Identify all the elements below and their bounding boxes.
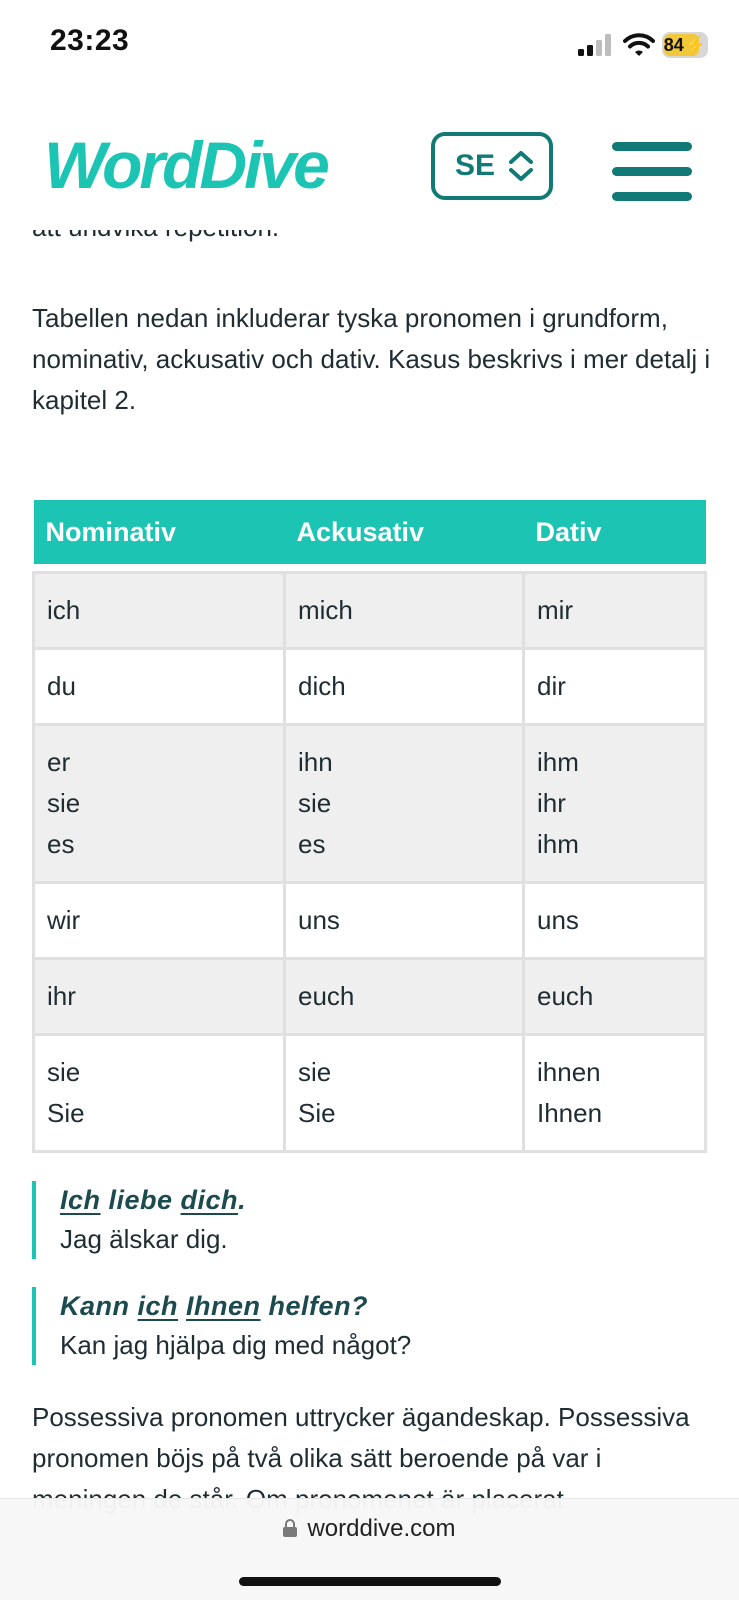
table-cell: mir bbox=[524, 572, 706, 648]
worddive-logo[interactable]: WordDive bbox=[44, 128, 327, 202]
cellular-signal-icon bbox=[578, 34, 614, 56]
lock-icon bbox=[283, 1519, 297, 1537]
battery-charging-icon: 84⚡ bbox=[662, 32, 708, 58]
home-indicator[interactable] bbox=[239, 1577, 501, 1586]
table-row bbox=[34, 724, 706, 882]
browser-bottom-bar bbox=[0, 1498, 739, 1600]
table-cell: mich bbox=[285, 572, 524, 648]
table-cell: ihr bbox=[34, 958, 285, 1034]
table-row bbox=[34, 648, 706, 724]
hamburger-menu-icon[interactable] bbox=[612, 142, 692, 202]
table-cell: du bbox=[34, 648, 285, 724]
table-cell: euch bbox=[524, 958, 706, 1034]
example-quote-2 bbox=[32, 1287, 632, 1365]
example-text: helfen? bbox=[260, 1291, 369, 1321]
header-nominativ: Nominativ bbox=[34, 500, 285, 564]
table-cell: euch bbox=[285, 958, 524, 1034]
status-bar bbox=[0, 0, 739, 92]
pronoun-table bbox=[32, 500, 707, 1153]
example-word-link[interactable]: Ihnen bbox=[186, 1291, 261, 1321]
url-text: worddive.com bbox=[307, 1515, 456, 1542]
address-bar[interactable] bbox=[0, 1515, 739, 1543]
table-cell: wir bbox=[34, 882, 285, 958]
table-body bbox=[34, 564, 706, 1151]
possessive-paragraph: Possessiva pronomen uttrycker ägandeskap. Possessiva pronomen böjs på två olika sätt beroende på var i bbox=[32, 1402, 690, 1473]
header-dativ: Dativ bbox=[524, 500, 706, 564]
battery-level: 84 bbox=[663, 35, 684, 55]
table-cell: sie Sie bbox=[285, 1034, 524, 1151]
example-text: liebe bbox=[100, 1185, 181, 1215]
table-row bbox=[34, 572, 706, 648]
language-selector[interactable] bbox=[431, 132, 553, 200]
table-spacer bbox=[34, 564, 706, 572]
table-header-row bbox=[34, 500, 706, 564]
table-cell: ihnen Ihnen bbox=[524, 1034, 706, 1151]
example-text bbox=[178, 1291, 186, 1321]
table-cell: dir bbox=[524, 648, 706, 724]
table-cell: sie Sie bbox=[34, 1034, 285, 1151]
wifi-icon bbox=[623, 32, 655, 58]
example-word-link[interactable]: dich bbox=[180, 1185, 239, 1215]
example-word-link[interactable]: ich bbox=[137, 1291, 179, 1321]
chevron-up-down-icon bbox=[505, 146, 537, 186]
language-label: SE bbox=[455, 149, 496, 182]
header-ackusativ: Ackusativ bbox=[285, 500, 524, 564]
example-german bbox=[60, 1181, 632, 1219]
table-cell: ihn sie es bbox=[285, 724, 524, 882]
table-cell: er sie es bbox=[34, 724, 285, 882]
table-cell: dich bbox=[285, 648, 524, 724]
example-german bbox=[60, 1287, 632, 1325]
table-cell: ich bbox=[34, 572, 285, 648]
example-word-link[interactable]: Ich bbox=[60, 1185, 101, 1215]
intro-paragraph: Tabellen nedan inkluderar tyska pronomen i grundform, nominativ, ackusativ och dativ. Kasus beskrivs i mer detalj i kapitel 2. bbox=[32, 303, 711, 415]
table-row bbox=[34, 882, 706, 958]
table-cell: uns bbox=[285, 882, 524, 958]
example-translation: Kan jag hjälpa dig med något? bbox=[60, 1330, 412, 1360]
table-row bbox=[34, 1034, 706, 1151]
table-cell: ihm ihr ihm bbox=[524, 724, 706, 882]
table-cell: uns bbox=[524, 882, 706, 958]
example-quote-1 bbox=[32, 1181, 632, 1259]
table-row bbox=[34, 958, 706, 1034]
status-time: 23:23 bbox=[50, 24, 130, 57]
site-header bbox=[0, 92, 739, 230]
example-translation: Jag älskar dig. bbox=[60, 1224, 228, 1254]
example-text: Kann bbox=[60, 1291, 138, 1321]
example-text: . bbox=[238, 1185, 247, 1215]
